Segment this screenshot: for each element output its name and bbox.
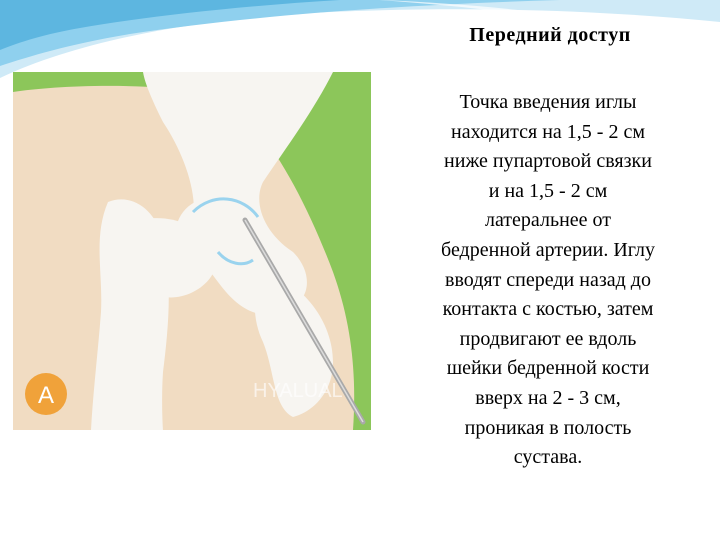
slide-body-text: Точка введения иглы находится на 1,5 - 2 см ниже пупартовой связки и на 1,5 - 2 см латеральнее от бедренной артерии. Иглу вводят спереди назад до контакта с костью, затем продвигают ее вдоль шейки бедренной кости вверх на 2 - 3 см, проникая в полость сустава. — [441, 91, 655, 469]
hip-joint-illustration — [13, 72, 371, 430]
slide-title: Передний доступ — [469, 24, 631, 46]
badge-letter: A — [37, 382, 55, 409]
watermark-logo: HYALUAL — [253, 380, 343, 402]
